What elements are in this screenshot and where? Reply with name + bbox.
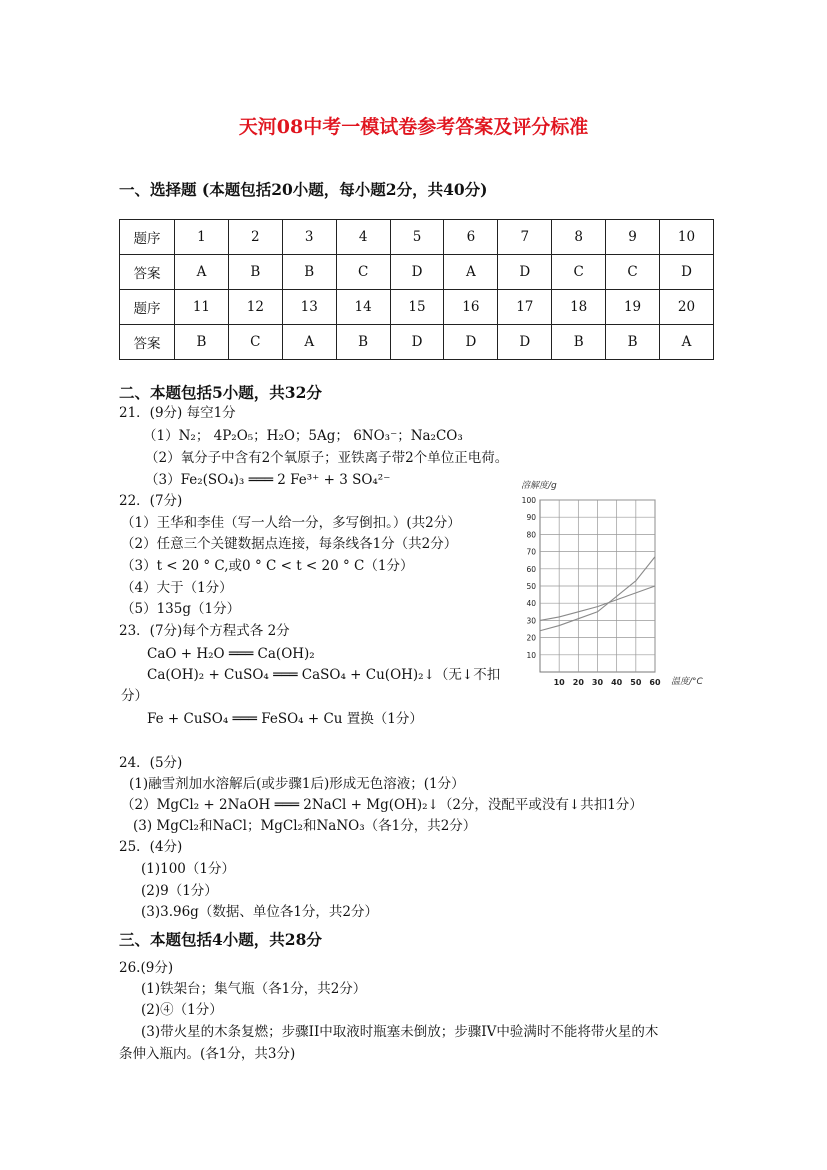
table-cell: D xyxy=(390,255,444,290)
y-tick-label: 100 xyxy=(521,496,536,505)
text-line: 分） xyxy=(121,688,148,704)
table-cell: 9 xyxy=(606,220,660,255)
text-line: 22．(7分) xyxy=(119,493,183,509)
text-line: (2)9（1分） xyxy=(141,883,218,899)
table-cell: D xyxy=(498,325,552,360)
y-tick-label: 60 xyxy=(526,564,536,574)
table-cell: 16 xyxy=(444,290,498,325)
table-cell: 3 xyxy=(282,220,336,255)
table-cell: 13 xyxy=(282,290,336,325)
table-row xyxy=(120,325,714,360)
text-line: (3) MgCl₂和NaCl；MgCl₂和NaNO₃（各1分，共2分） xyxy=(133,818,477,834)
table-row xyxy=(120,255,714,290)
text-line: （2）氧分子中含有2个氧原子；亚铁离子带2个单位正电荷。 xyxy=(145,450,509,466)
table-cell: 5 xyxy=(390,220,444,255)
table-cell: A xyxy=(444,255,498,290)
table-cell: 11 xyxy=(175,290,229,325)
table-cell: B xyxy=(228,255,282,290)
table-row xyxy=(120,290,714,325)
table-cell: 20 xyxy=(660,290,714,325)
y-tick-label: 70 xyxy=(526,547,536,557)
y-axis-label: 溶解度/g xyxy=(521,481,557,491)
table-cell: B xyxy=(606,325,660,360)
chart-grid xyxy=(540,500,655,672)
table-cell: C xyxy=(336,255,390,290)
text-line: (1)100（1分） xyxy=(141,861,235,877)
table-cell: C xyxy=(552,255,606,290)
table-cell: 4 xyxy=(336,220,390,255)
text-line: （5）135g（1分） xyxy=(121,601,241,617)
table-cell: C xyxy=(228,325,282,360)
table-cell: 17 xyxy=(498,290,552,325)
text-line: CaO + H₂O ═══ Ca(OH)₂ xyxy=(147,646,315,662)
text-line: (3)带火星的木条复燃；步骤II中取液时瓶塞未倒放；步骤IV中验满时不能将带火星的木 xyxy=(141,1024,659,1040)
text-line: （1）N₂； 4P₂O₅；H₂O；5Ag； 6NO₃⁻；Na₂CO₃ xyxy=(143,428,463,444)
text-line: (3)3.96g（数据、单位各1分，共2分） xyxy=(141,904,379,920)
table-cell: A xyxy=(175,255,229,290)
table-cell: 6 xyxy=(444,220,498,255)
text-line: 24．(5分) xyxy=(119,755,183,771)
document-title: 天河08中考一模试卷参考答案及评分标准 xyxy=(238,116,589,138)
table-cell: 15 xyxy=(390,290,444,325)
solubility-chart xyxy=(505,478,720,693)
y-tick-label: 50 xyxy=(526,582,536,591)
x-tick-label: 30 xyxy=(591,678,604,687)
text-line: （2）MgCl₂ + 2NaOH ═══ 2NaCl + Mg(OH)₂↓（2分，没配平或没有↓共扣1分） xyxy=(121,797,643,813)
text-line: (2)④（1分） xyxy=(141,1002,223,1018)
row-label: 题序 xyxy=(120,220,175,255)
y-tick-label: 10 xyxy=(526,650,536,660)
table-cell: 2 xyxy=(228,220,282,255)
table-cell: 19 xyxy=(606,290,660,325)
table-cell: B xyxy=(282,255,336,290)
section2-heading: 二、本题包括5小题，共32分 xyxy=(119,383,322,402)
text-line: 26.(9分) xyxy=(119,960,174,976)
text-line: （1）王华和李佳（写一人给一分，多写倒扣。）(共2分） xyxy=(121,515,461,531)
table-cell: B xyxy=(336,325,390,360)
text-line: Ca(OH)₂ + CuSO₄ ═══ CaSO₄ + Cu(OH)₂↓（无↓不扣 xyxy=(147,667,501,683)
text-line: (1)融雪剂加水溶解后(或步骤1后)形成无色溶液；(1分） xyxy=(129,776,465,792)
y-tick-label: 80 xyxy=(526,530,536,540)
text-line: 条伸入瓶内。(各1分，共3分) xyxy=(119,1046,296,1062)
table-cell: D xyxy=(660,255,714,290)
text-line: （2）任意三个关键数据点连接，每条线各1分（共2分） xyxy=(121,536,458,552)
table-cell: 1 xyxy=(175,220,229,255)
text-line: Fe + CuSO₄ ═══ FeSO₄ + Cu 置换（1分） xyxy=(147,711,423,727)
row-label: 答案 xyxy=(120,325,175,360)
text-line: （3）t < 20 ° C,或0 ° C < t < 20 ° C（1分） xyxy=(121,558,414,574)
table-cell: A xyxy=(282,325,336,360)
table-cell: C xyxy=(606,255,660,290)
text-line: 23．(7分)每个方程式各 2分 xyxy=(119,623,290,639)
x-tick-label: 10 xyxy=(553,678,565,687)
x-axis-label: 温度/°C xyxy=(671,677,703,687)
table-cell: 12 xyxy=(228,290,282,325)
x-tick-label: 60 xyxy=(649,678,661,687)
table-cell: 14 xyxy=(336,290,390,325)
x-tick-label: 20 xyxy=(572,678,584,687)
section3-heading: 三、本题包括4小题，共28分 xyxy=(119,930,322,949)
y-tick-label: 90 xyxy=(526,513,536,523)
y-tick-label: 20 xyxy=(526,633,536,643)
x-tick-label: 40 xyxy=(611,678,623,687)
table-cell: B xyxy=(552,325,606,360)
table-cell: D xyxy=(390,325,444,360)
table-cell: B xyxy=(175,325,229,360)
answer-table xyxy=(119,219,714,360)
y-tick-label: 30 xyxy=(526,616,536,626)
text-line: (1)铁架台；集气瓶（各1分，共2分） xyxy=(141,981,367,997)
row-label: 题序 xyxy=(120,290,175,325)
table-cell: D xyxy=(498,255,552,290)
table-row xyxy=(120,220,714,255)
table-cell: 10 xyxy=(660,220,714,255)
table-cell: A xyxy=(660,325,714,360)
x-tick-label: 50 xyxy=(630,678,642,687)
section1-heading: 一、选择题 (本题包括20小题，每小题2分，共40分) xyxy=(119,180,488,199)
text-line: 21．(9分) 每空1分 xyxy=(119,405,236,421)
table-cell: 7 xyxy=(498,220,552,255)
text-line: （3）Fe₂(SO₄)₃ ═══ 2 Fe³⁺ + 3 SO₄²⁻ xyxy=(145,472,391,488)
row-label: 答案 xyxy=(120,255,175,290)
table-cell: 18 xyxy=(552,290,606,325)
text-line: （4）大于（1分） xyxy=(121,580,233,596)
table-cell: D xyxy=(444,325,498,360)
text-line: 25．(4分) xyxy=(119,839,183,855)
y-tick-label: 40 xyxy=(526,599,536,609)
table-cell: 8 xyxy=(552,220,606,255)
